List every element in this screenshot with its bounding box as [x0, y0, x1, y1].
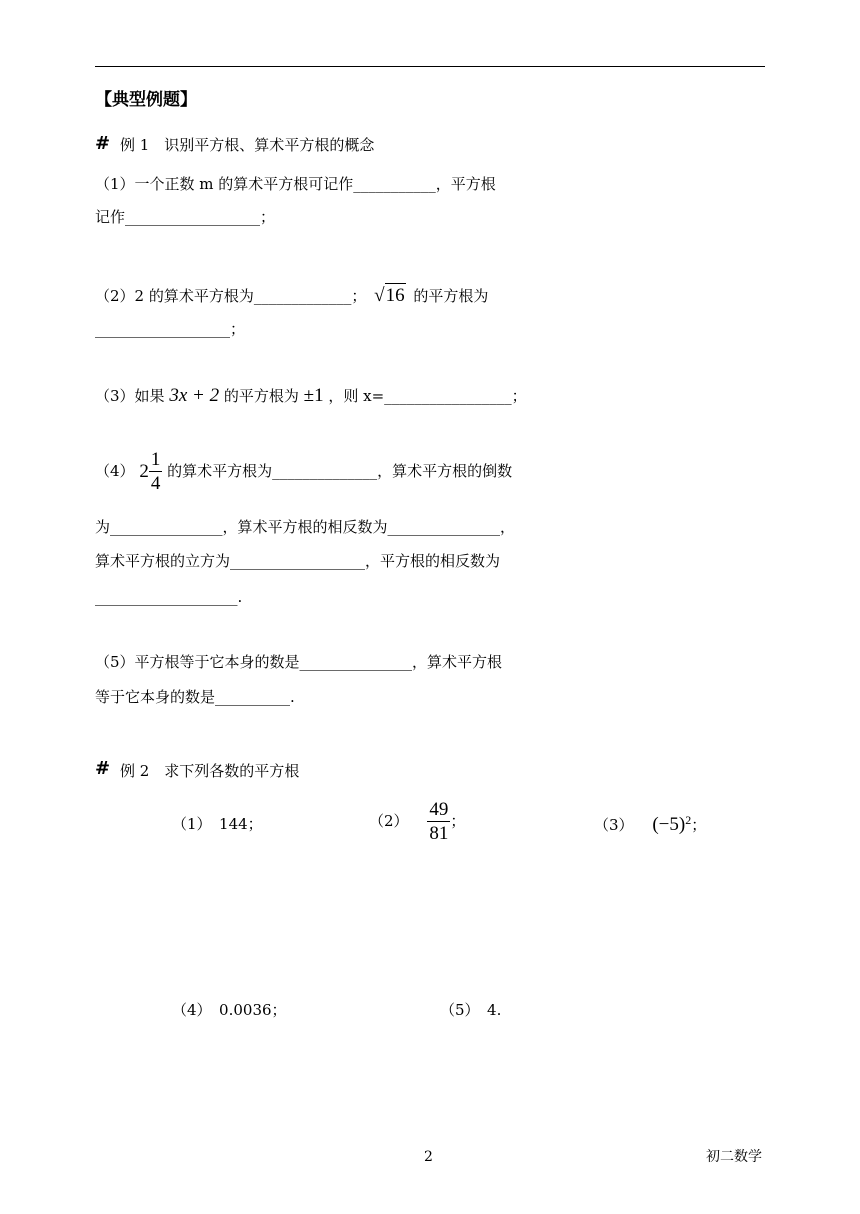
- mixed-number-fraction: [149, 450, 163, 493]
- question-3-text-b: 的平方根为: [223, 387, 299, 405]
- question-3-line: [95, 386, 527, 405]
- problem-4: （4） 0.0036；: [172, 1001, 287, 1019]
- problem-2-denominator: 81: [429, 823, 449, 844]
- section-title: 【典型例题】: [95, 90, 197, 110]
- problem-3-exponent: 2: [685, 813, 692, 827]
- question-3-expression: 3x + 2: [169, 385, 220, 406]
- question-3-plus-minus-one: ±1: [303, 385, 324, 406]
- example-1-marker: #: [95, 133, 111, 154]
- example-2-marker: #: [95, 758, 111, 779]
- problem-3-label: （3）: [594, 816, 634, 834]
- question-1-line-2: 记作__________________；: [95, 208, 276, 226]
- question-4-line-3: 算术平方根的立方为__________________，平方根的相反数为: [95, 552, 501, 570]
- sqrt-radicand: 16: [385, 285, 405, 306]
- question-4-text: 的算术平方根为______________，算术平方根的倒数: [167, 462, 513, 480]
- question-4-label: （4）: [95, 462, 135, 480]
- problem-2: [369, 800, 465, 843]
- problem-3: [594, 814, 706, 834]
- problem-5: （5） 4.: [440, 1001, 502, 1019]
- mixed-number-whole: 2: [139, 461, 149, 482]
- header-rule: [95, 66, 765, 67]
- problem-3-expression: (−5): [652, 814, 686, 835]
- problem-3-tail: ；: [691, 816, 707, 834]
- question-5-line-1: （5）平方根等于它本身的数是_______________，算术平方根: [95, 653, 503, 671]
- question-3-text-c: ，则 x=_________________；: [328, 387, 527, 405]
- question-2-line-2: __________________；: [95, 320, 246, 338]
- question-4-line-1: [95, 450, 512, 493]
- example-1-title: 例 1 识别平方根、算术平方根的概念: [120, 136, 375, 154]
- problem-2-tail: ；: [450, 812, 466, 830]
- problem-2-fraction: [427, 800, 450, 843]
- question-2-text-b: 的平方根为: [413, 287, 489, 305]
- fraction-denominator: 4: [150, 473, 161, 494]
- problem-2-label: （2）: [369, 812, 409, 830]
- footer-subject: 初二数学: [706, 1149, 762, 1165]
- problem-2-numerator: 49: [429, 799, 449, 820]
- question-4-line-2: 为_______________，算术平方根的相反数为_______________，: [95, 518, 516, 536]
- page-number: 2: [424, 1149, 433, 1165]
- question-1-line-1: （1）一个正数 m 的算术平方根可记作___________，平方根: [95, 175, 496, 193]
- question-2-line-1: [95, 286, 488, 305]
- problem-1: （1） 144；: [172, 815, 263, 833]
- sqrt-16: √16: [374, 285, 405, 306]
- example-2-title: 例 2 求下列各数的平方根: [120, 762, 300, 780]
- question-5-line-2: 等于它本身的数是__________.: [95, 688, 295, 706]
- question-4-line-4: ___________________.: [95, 588, 243, 606]
- fraction-numerator: 1: [150, 449, 161, 470]
- question-2-text-a: （2）2 的算术平方根为_____________；: [95, 287, 367, 305]
- question-3-text-a: （3）如果: [95, 387, 165, 405]
